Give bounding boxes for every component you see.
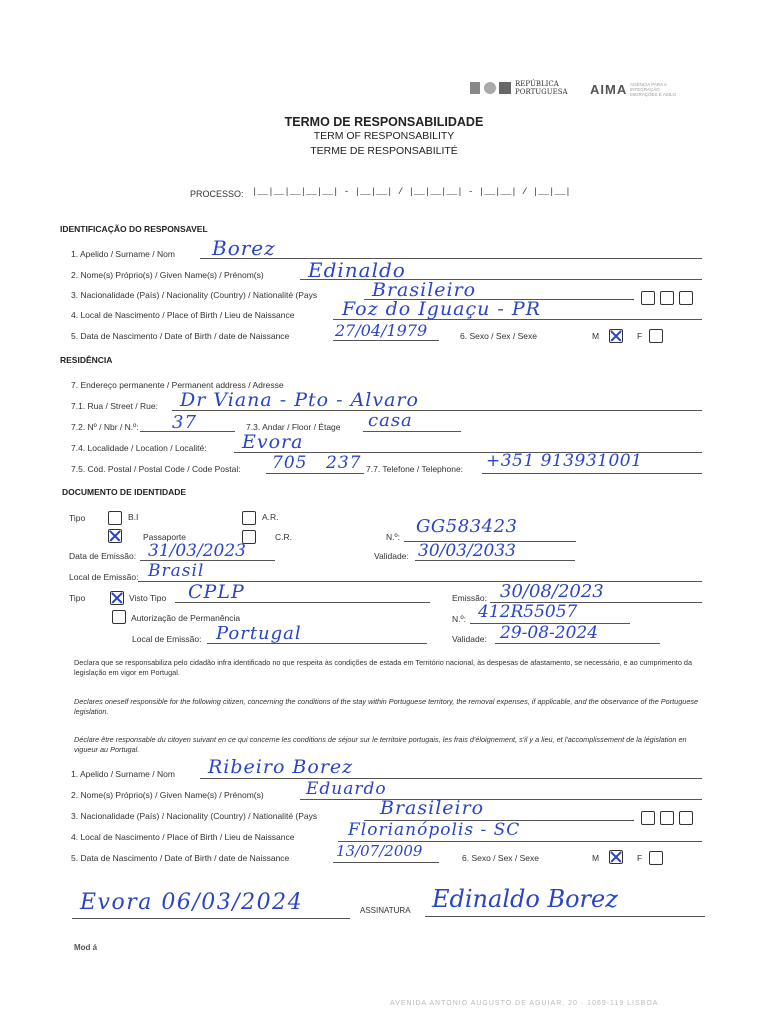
validity-label: Validade: xyxy=(374,551,409,561)
resp-nationality-label: 3. Nacionalidade (País) / Nacionality (Country) / Nationalité (Pays xyxy=(71,290,318,300)
republic-line1: REPÚBLICA xyxy=(515,80,559,88)
passaporte-checkbox[interactable] xyxy=(108,529,122,543)
resp-surname-value[interactable]: Borez xyxy=(212,236,276,260)
resp-birthplace-value[interactable]: Foz do Iguaçu - PR xyxy=(342,298,541,320)
n2-value[interactable]: 412R55057 xyxy=(478,602,578,622)
seal-icon xyxy=(499,82,511,94)
postal-value-b[interactable]: 237 xyxy=(326,453,362,473)
postal-label: 7.5. Cód. Postal / Postal Code / Code Postal: xyxy=(71,464,241,474)
ar-label: A.R. xyxy=(262,512,279,522)
number-label: 7.2. Nº / Nbr / N.º: xyxy=(71,422,139,432)
signature-handwritten: Edinaldo Borez xyxy=(432,885,618,913)
street-label: 7.1. Rua / Street / Rue: xyxy=(71,401,158,411)
emissao-value[interactable]: 30/08/2023 xyxy=(500,581,604,602)
passaporte-label: Passaporte xyxy=(143,532,186,542)
locality-value[interactable]: Evora xyxy=(242,431,304,453)
declaration-fr: Déclare être responsable du citoyen suivant en ce qui concerne les conditions de séjour sur le territoire portugais, les frais d'éloignement, s'il y a lieu, et l'accomplissement de la législation en vigueur au Portugal. xyxy=(74,735,687,754)
resp-sex-f-checkbox[interactable] xyxy=(649,329,663,343)
cid-birthplace-value[interactable]: Florianópolis - SC xyxy=(348,820,521,840)
cid-nat-box-1[interactable] xyxy=(641,811,655,825)
resp-sex-label: 6. Sexo / Sex / Sexe xyxy=(460,331,538,341)
aima-sub1: AGÊNCIA PARA A xyxy=(630,82,667,87)
resp-dob-value[interactable]: 27/04/1979 xyxy=(335,321,428,340)
cid-m-label: M xyxy=(592,853,600,863)
section-residencia: RESIDÊNCIA xyxy=(60,355,113,365)
postal-value-a[interactable]: 705 xyxy=(272,453,308,473)
local2-value[interactable]: Portugal xyxy=(216,623,302,644)
cid-f-label: F xyxy=(637,853,643,863)
resp-m-label: M xyxy=(592,331,600,341)
declaration-en: Declares oneself responsible for the following citizen, concerning the conditions of the stay within Portuguese territory, the removal expenses, if applicable, and the observance of the Portuguese legislation. xyxy=(74,697,699,716)
resp-given-label: 2. Nome(s) Próprio(s) / Given Name(s) / Prénom(s) xyxy=(71,270,264,280)
shield-icon xyxy=(484,82,496,94)
signature-label: ASSINATURA xyxy=(360,906,411,915)
issue-date-value[interactable]: 31/03/2023 xyxy=(148,541,246,561)
cid-nationality-value[interactable]: Brasileiro xyxy=(380,797,485,819)
section-responsavel: IDENTIFICAÇÃO DO RESPONSAVEL xyxy=(60,224,208,234)
cid-given-label: 2. Nome(s) Próprio(s) / Given Name(s) / Prénom(s) xyxy=(71,790,264,800)
permanencia-label: Autorização de Permanência xyxy=(131,613,241,623)
title-fr: TERME DE RESPONSABILITÉ xyxy=(310,145,458,157)
resp-f-label: F xyxy=(637,331,643,341)
cid-surname-value[interactable]: Ribeiro Borez xyxy=(208,756,354,778)
title-en: TERM OF RESPONSABILITY xyxy=(313,130,455,142)
issue-place-label: Local de Emissão: xyxy=(69,572,139,582)
ar-checkbox[interactable] xyxy=(242,511,256,525)
visa-value[interactable]: CPLP xyxy=(188,581,245,603)
bi-label: B.I xyxy=(128,512,139,522)
phone-label: 7.7. Telefone / Telephone: xyxy=(366,464,464,474)
cid-sex-label: 6. Sexo / Sex / Sexe xyxy=(462,853,540,863)
resp-surname-label: 1. Apelido / Surname / Nom xyxy=(71,249,175,259)
resp-birthplace-label: 4. Local de Nascimento / Place of Birth / Lieu de Naissance xyxy=(71,310,295,320)
cid-dob-value[interactable]: 13/07/2009 xyxy=(336,842,423,860)
cid-nationality-label: 3. Nacionalidade (País) / Nacionality (Country) / Nationalité (Pays xyxy=(71,811,318,821)
number-value[interactable]: 37 xyxy=(172,412,197,433)
cr-label: C.R. xyxy=(275,532,292,542)
visa-label: Visto Tipo xyxy=(129,593,167,603)
cid-dob-label: 5. Data de Nascimento / Date of Birth / date de Naissance xyxy=(71,853,290,863)
local2-label: Local de Emissão: xyxy=(132,634,202,644)
footer-address: AVENIDA ANTONIO AUGUSTO DE AGUIAR, 20 · 1069-119 LISBOA xyxy=(390,1000,659,1007)
aima-sub3: MIGRAÇÕES E ASILO xyxy=(630,92,677,97)
mod-label: Mod á xyxy=(74,943,98,952)
resp-sex-m-checkbox[interactable] xyxy=(609,329,623,343)
cid-sex-f-checkbox[interactable] xyxy=(649,851,663,865)
republic-line2: PORTUGUESA xyxy=(515,87,568,96)
issue-date-label: Data de Emissão: xyxy=(69,551,137,561)
declaration-pt: Declara que se responsabiliza pelo cidadão infra identificado no que respeita às condições de estada em Território nacional, às despesas de afastamento, se necessário, e ao cumprimento da legislação em vigor em Portugal. xyxy=(74,658,693,677)
floor-value[interactable]: casa xyxy=(368,410,413,431)
resp-given-value[interactable]: Edinaldo xyxy=(308,258,406,282)
permanencia-checkbox[interactable] xyxy=(112,610,126,624)
emblem-icon xyxy=(470,82,480,94)
floor-label: 7.3. Andar / Floor / Étage xyxy=(246,422,341,432)
address-label: 7. Endereço permanente / Permanent address / Adresse xyxy=(71,380,284,390)
cid-nat-box-2[interactable] xyxy=(660,811,674,825)
issue-place-value[interactable]: Brasil xyxy=(148,561,205,581)
bi-checkbox[interactable] xyxy=(108,511,122,525)
cid-sex-m-checkbox[interactable] xyxy=(609,850,623,864)
locality-label: 7.4. Localidade / Location / Localité: xyxy=(71,443,207,453)
tipo-visa-label: Tipo xyxy=(69,593,86,603)
processo-label: PROCESSO: xyxy=(190,189,244,199)
aima-sub2: INTEGRAÇÃO xyxy=(630,87,660,92)
section-documento: DOCUMENTO DE IDENTIDADE xyxy=(62,487,187,497)
doc-number-label: N.º: xyxy=(386,532,400,542)
processo-field[interactable]: |__|__|__|__|__| - |__|__| / |__|__|__| - |__|__| / |__|__| xyxy=(252,187,571,197)
resp-nat-box-2[interactable] xyxy=(660,291,674,305)
n2-label: N.º: xyxy=(452,614,466,624)
resp-nat-box-3[interactable] xyxy=(679,291,693,305)
cid-given-value[interactable]: Eduardo xyxy=(306,779,387,799)
resp-nationality-value[interactable]: Brasileiro xyxy=(372,279,477,301)
aima-wordmark: AIMA xyxy=(590,82,628,97)
doc-number-value[interactable]: GG583423 xyxy=(416,516,518,537)
cid-surname-label: 1. Apelido / Surname / Nom xyxy=(71,769,175,779)
resp-dob-label: 5. Data de Nascimento / Date of Birth / date de Naissance xyxy=(71,331,290,341)
place-date-value[interactable]: Evora 06/03/2024 xyxy=(80,890,304,915)
cid-nat-box-3[interactable] xyxy=(679,811,693,825)
title-pt: TERMO DE RESPONSABILIDADE xyxy=(284,115,484,129)
emissao-label: Emissão: xyxy=(452,593,487,603)
validade2-value[interactable]: 29-08-2024 xyxy=(500,623,599,643)
tipo-label: Tipo xyxy=(69,513,86,523)
cid-birthplace-label: 4. Local de Nascimento / Place of Birth / Lieu de Naissance xyxy=(71,832,295,842)
validity-value[interactable]: 30/03/2033 xyxy=(418,541,516,561)
resp-nat-box-1[interactable] xyxy=(641,291,655,305)
street-value[interactable]: Dr Viana - Pto - Alvaro xyxy=(180,389,419,411)
phone-value[interactable]: +351 913931001 xyxy=(486,451,643,471)
validade2-label: Validade: xyxy=(452,634,487,644)
visa-checkbox[interactable] xyxy=(110,591,124,605)
